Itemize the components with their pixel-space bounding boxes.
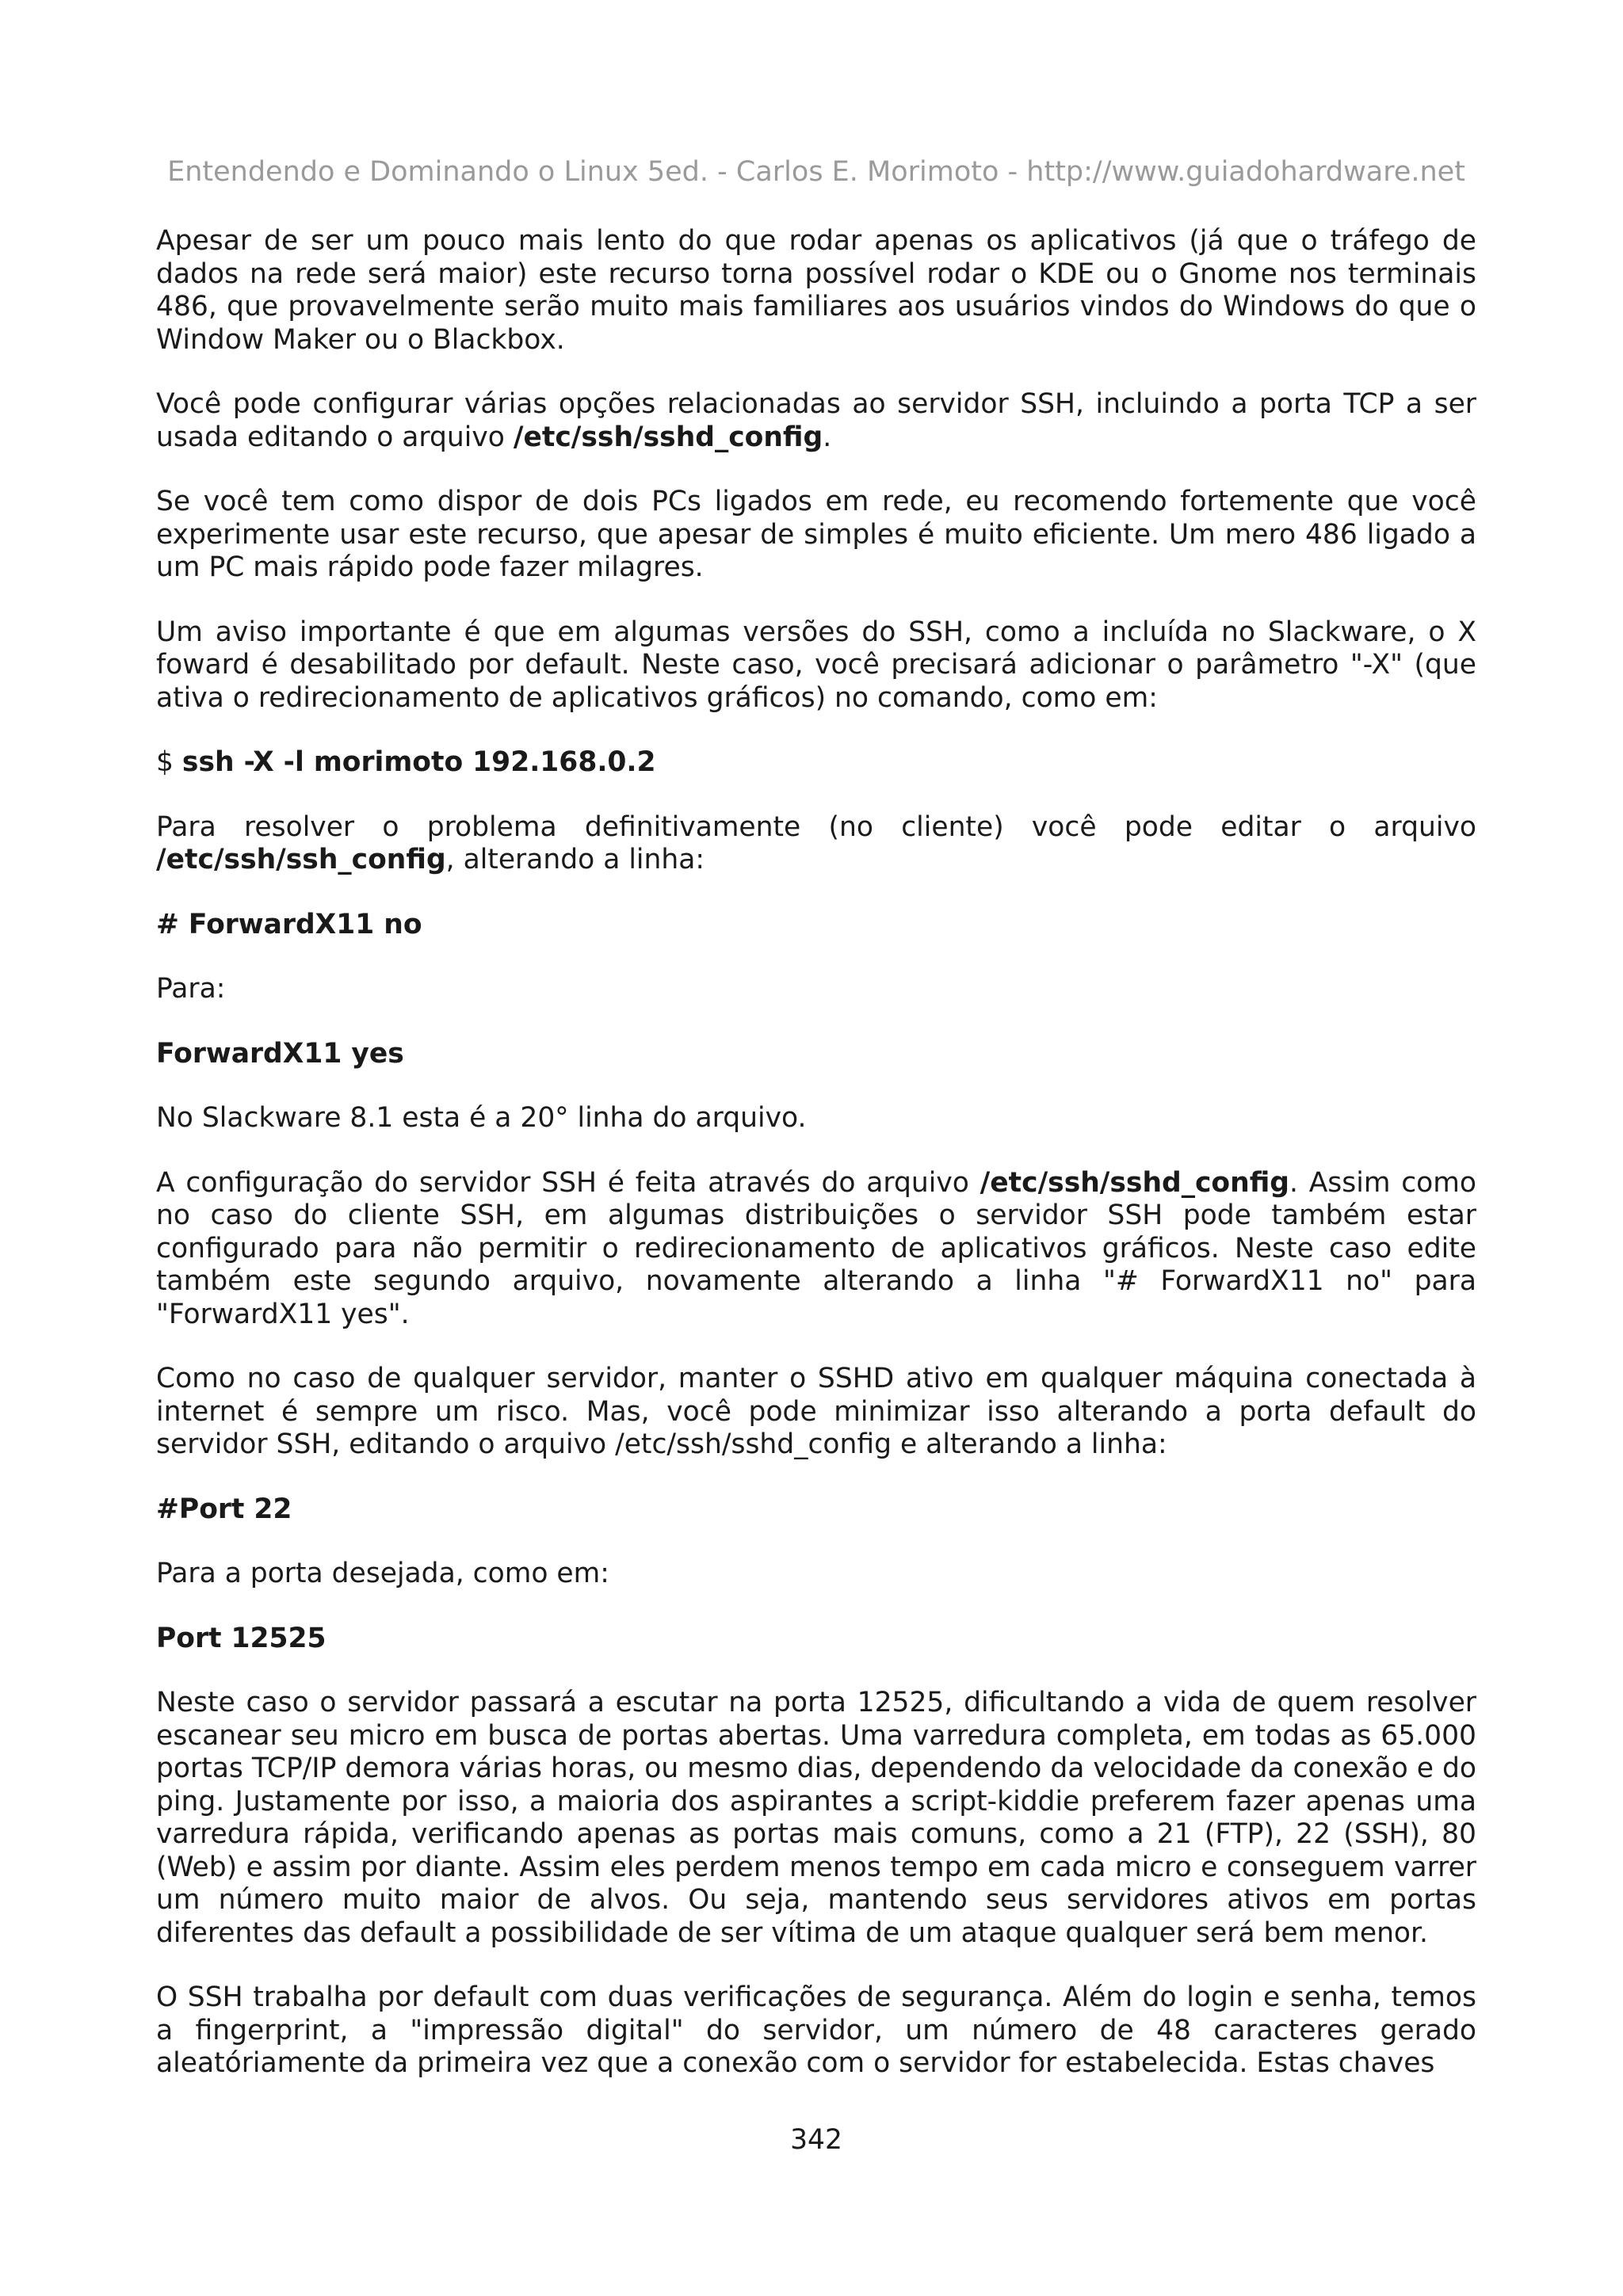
paragraph-para: Para:: [156, 973, 226, 1005]
paragraph-porta-desejada: Para a porta desejada, como em:: [156, 1558, 609, 1589]
path-ssh-config: /etc/ssh/ssh_config: [156, 844, 446, 875]
paragraph-kde-gnome: Apesar de ser um pouco mais lento do que rodar apenas os aplicativos (já que o tráfego de dados na rede será maior) este recurso torna possível rodar o KDE ou o Gnome nos terminais 486, que provavelmente serão muito mais familiares aos usuários vindos do Windows do que o Window Maker ou o Blackbox.: [156, 225, 1476, 356]
paragraph-server-config: [156, 1167, 1476, 1332]
path-sshd-config: /etc/ssh/sshd_config: [513, 421, 823, 453]
text-run: , alterando a linha:: [445, 844, 705, 875]
text-run: Para resolver o problema definitivamente (no cliente) você pode editar o arquivo: [156, 810, 1476, 843]
text-run: Você pode configurar várias opções relacionadas ao servidor SSH, incluindo a porta TCP a ser usada editando o arquivo: [156, 388, 1476, 453]
command-text: ssh -X -l morimoto 192.168.0.2: [181, 746, 656, 778]
document-page: [156, 0, 1476, 2296]
paragraph-two-pcs: Se você tem como dispor de dois PCs ligados em rede, eu recomendo fortemente que você experimente usar este recurso, que apesar de simples é muito eficiente. Um mero 486 ligado a um PC mais rápido pode fazer milagres.: [156, 486, 1476, 583]
config-line-forwardx11-no: # ForwardX11 no: [156, 908, 422, 940]
paragraph-fingerprint: O SSH trabalha por default com duas verificações de segurança. Além do login e senha, temos a fingerprint, a "impressão digital" do servidor, um número de 48 caracteres gerado aleatóriamente da primeira vez que a conexão com o servidor for estabelecida. Estas chaves: [156, 1981, 1476, 2079]
config-line-port-12525: Port 12525: [156, 1622, 327, 1654]
running-header: Entendendo e Dominando o Linux 5ed. - Carlos E. Morimoto - http://www.guiadohardware.net: [167, 156, 1465, 188]
paragraph-ssh-config: [156, 388, 1476, 454]
body-text: [156, 225, 1476, 2081]
text-run: A configuração do servidor SSH é feita através do arquivo: [156, 1166, 980, 1199]
shell-prompt: $: [156, 746, 182, 778]
paragraph-ssh-config-client: [156, 811, 1476, 877]
page-number: 342: [790, 2124, 842, 2156]
paragraph-sshd-risk: Como no caso de qualquer servidor, manter o SSHD ativo em qualquer máquina conectada à internet é sempre um risco. Mas, você pode minimizar isso alterando a porta default do servidor SSH, editando o arquivo /etc/ssh/sshd_config e alterando a linha:: [156, 1363, 1476, 1460]
config-line-forwardx11-yes: ForwardX11 yes: [156, 1037, 404, 1070]
paragraph-port-scan: Neste caso o servidor passará a escutar na porta 12525, dificultando a vida de quem resolver escanear seu micro em busca de portas abertas. Uma varredura completa, em todas as 65.000 portas TCP/IP demora várias horas, ou mesmo dias, dependendo da velocidade da conexão e do ping. Justamente por isso, a maioria dos aspirantes a script-kiddie preferem fazer apenas uma varredura rápida, verificando apenas as portas mais comuns, como a 21 (FTP), 22 (SSH), 80 (Web) e assim por diante. Assim eles perdem menos tempo em cada micro e conseguem varrer um número muito maior de alvos. Ou seja, mantendo seus servidores ativos em portas diferentes das default a possibilidade de ser vítima de um ataque qualquer será bem menor.: [156, 1687, 1476, 1949]
config-line-port-22: #Port 22: [156, 1493, 292, 1525]
path-sshd-config: /etc/ssh/sshd_config: [980, 1166, 1289, 1199]
text-run: .: [823, 421, 832, 453]
paragraph-slackware-line: No Slackware 8.1 esta é a 20° linha do arquivo.: [156, 1102, 807, 1134]
command-ssh-x: [156, 746, 1476, 780]
text-run: . Assim como no caso do cliente SSH, em algumas distribuições o servidor SSH pode também estar configurado para não permitir o redirecionamento de aplicativos gráficos. Neste caso edite também este segundo arquivo, novamente alterando a linha "# ForwardX11 no" para "ForwardX11 yes".: [156, 1166, 1476, 1330]
paragraph-x-forward-warning: Um aviso importante é que em algumas versões do SSH, como a incluída no Slackware, o X foward é desabilitado por default. Neste caso, você precisará adicionar o parâmetro "-X" (que ativa o redirecionamento de aplicativos gráficos) no comando, como em:: [156, 616, 1476, 714]
